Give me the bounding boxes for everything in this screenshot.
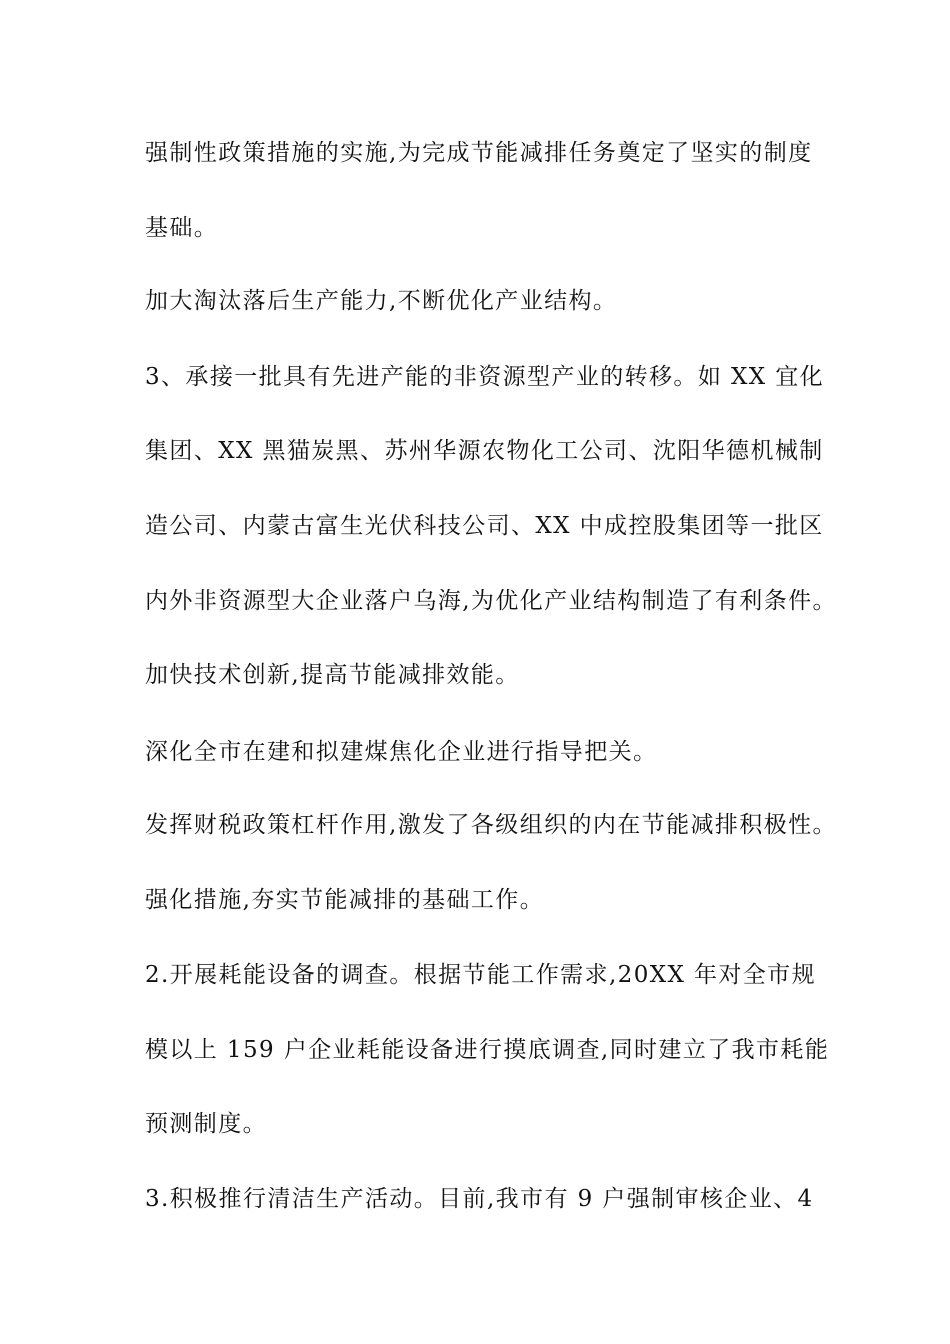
paragraph-line: 加快技术创新,提高节能减排效能。 (145, 662, 520, 688)
paragraph-line: 预测制度。 (145, 1111, 267, 1137)
paragraph-line: 3、承接一批具有先进产能的非资源型产业的转移。如 XX 宜化 (145, 364, 825, 390)
paragraph-line: 3.积极推行清洁生产活动。目前,我市有 9 户强制审核企业、4 (145, 1186, 814, 1212)
paragraph-line: 集团、XX 黑猫炭黑、苏州华源农物化工公司、沈阳华德机械制 (145, 438, 824, 464)
paragraph-line: 2.开展耗能设备的调查。根据节能工作需求,20XX 年对全市规 (145, 962, 816, 988)
paragraph-line: 基础。 (145, 215, 219, 241)
paragraph-line: 内外非资源型大企业落户乌海,为优化产业结构制造了有利条件。 (145, 588, 837, 614)
paragraph-line: 强制性政策措施的实施,为完成节能减排任务奠定了坚实的制度 (145, 140, 813, 166)
paragraph-line: 发挥财税政策杠杆作用,激发了各级组织的内在节能减排积极性。 (145, 812, 837, 838)
paragraph-line: 深化全市在建和拟建煤焦化企业进行指导把关。 (145, 739, 658, 765)
paragraph-line: 模以上 159 户企业耗能设备进行摸底调查,同时建立了我市耗能 (145, 1037, 830, 1063)
paragraph-line: 强化措施,夯实节能减排的基础工作。 (145, 887, 545, 913)
paragraph-line: 加大淘汰落后生产能力,不断优化产业结构。 (145, 288, 618, 314)
paragraph-line: 造公司、内蒙古富生光伏科技公司、XX 中成控股集团等一批区 (145, 513, 824, 539)
